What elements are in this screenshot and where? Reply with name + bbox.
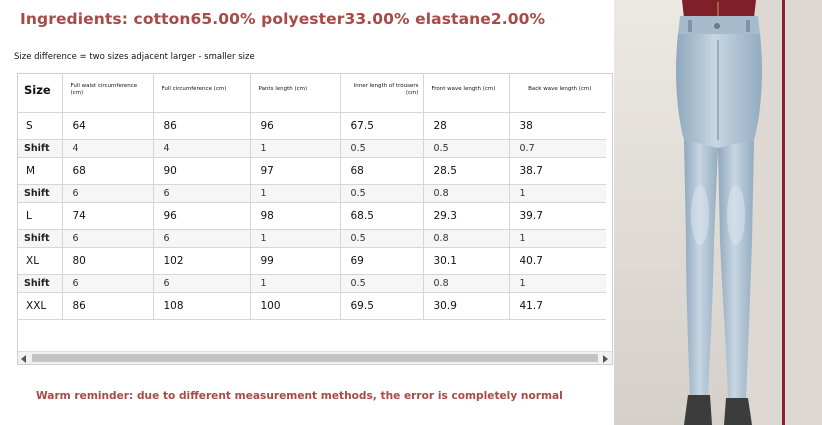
table-cell: 96: [250, 112, 340, 139]
table-cell: 74: [62, 202, 153, 229]
size-label-cell: Shift: [18, 184, 62, 202]
size-row: [18, 202, 606, 229]
size-label-cell: L: [18, 202, 62, 229]
size-label-cell: Shift: [18, 274, 62, 292]
table-cell: 1: [509, 229, 606, 247]
table-cell: 41.7: [509, 292, 606, 319]
table-cell: 0.5: [340, 184, 423, 202]
size-label-cell: Shift: [18, 229, 62, 247]
table-cell: 40.7: [509, 247, 606, 274]
jeans-illustration: [614, 0, 822, 425]
table-cell: 29.3: [423, 202, 509, 229]
size-label-cell: M: [18, 157, 62, 184]
table-cell: 1: [250, 139, 340, 157]
table-cell: 68: [340, 157, 423, 184]
shift-row: [18, 184, 606, 202]
horizontal-scrollbar[interactable]: [18, 351, 612, 364]
table-cell: 80: [62, 247, 153, 274]
table-cell: 1: [509, 184, 606, 202]
table-cell: 86: [153, 112, 250, 139]
size-chart-table-container: [17, 73, 613, 365]
table-cell: 38: [509, 112, 606, 139]
ingredients-title: Ingredients: cotton65.00% polyester33.00% elastane2.00%: [20, 10, 546, 28]
table-cell: 6: [62, 184, 153, 202]
table-cell: 69.5: [340, 292, 423, 319]
size-row: [18, 292, 606, 319]
header-back-wave: Back wave length (cm): [509, 74, 606, 112]
shift-row: [18, 139, 606, 157]
table-cell: 100: [250, 292, 340, 319]
shift-row: [18, 274, 606, 292]
table-cell: 28.5: [423, 157, 509, 184]
table-cell: 68.5: [340, 202, 423, 229]
arrow-right-icon[interactable]: [603, 355, 608, 363]
size-row: [18, 112, 606, 139]
product-photo-jeans: [614, 0, 822, 425]
table-cell: 0.8: [423, 184, 509, 202]
table-cell: 28: [423, 112, 509, 139]
header-inner-length: Inner length of trousers (cm): [340, 74, 423, 112]
table-cell: 0.5: [340, 229, 423, 247]
table-cell: 96: [153, 202, 250, 229]
table-cell: 0.8: [423, 274, 509, 292]
table-cell: 30.1: [423, 247, 509, 274]
size-difference-note: Size difference = two sizes adjacent larger - smaller size: [14, 52, 255, 62]
table-cell: 30.9: [423, 292, 509, 319]
table-cell: 98: [250, 202, 340, 229]
size-label-cell: Shift: [18, 139, 62, 157]
size-row: [18, 247, 606, 274]
table-cell: 6: [153, 229, 250, 247]
header-circumference: Full circumference (cm): [153, 74, 250, 112]
header-pants-length: Pants length (cm): [250, 74, 340, 112]
warm-reminder-text: Warm reminder: due to different measurement methods, the error is completely normal: [36, 390, 563, 402]
table-cell: 0.7: [509, 139, 606, 157]
table-cell: 6: [62, 229, 153, 247]
arrow-left-icon[interactable]: [21, 355, 26, 363]
table-cell: 1: [250, 229, 340, 247]
table-cell: 0.5: [340, 139, 423, 157]
size-chart-table: [18, 74, 606, 320]
table-cell: 4: [153, 139, 250, 157]
table-cell: 38.7: [509, 157, 606, 184]
shift-row: [18, 229, 606, 247]
table-cell: 1: [250, 184, 340, 202]
table-cell: 1: [509, 274, 606, 292]
table-cell: 6: [153, 184, 250, 202]
table-cell: 86: [62, 292, 153, 319]
table-cell: 90: [153, 157, 250, 184]
table-cell: 64: [62, 112, 153, 139]
table-cell: 108: [153, 292, 250, 319]
table-cell: 102: [153, 247, 250, 274]
header-front-wave: Front wave length (cm): [423, 74, 509, 112]
size-label-cell: XL: [18, 247, 62, 274]
table-cell: 99: [250, 247, 340, 274]
table-cell: 39.7: [509, 202, 606, 229]
size-row: [18, 157, 606, 184]
size-label-cell: XXL: [18, 292, 62, 319]
size-label-cell: S: [18, 112, 62, 139]
table-cell: 6: [153, 274, 250, 292]
table-cell: 6: [62, 274, 153, 292]
table-cell: 1: [250, 274, 340, 292]
header-waist: Full waist circumference (cm): [62, 74, 153, 112]
scrollbar-thumb[interactable]: [32, 354, 598, 362]
table-cell: 0.5: [340, 274, 423, 292]
table-cell: 0.5: [423, 139, 509, 157]
table-header-row: [18, 74, 606, 112]
table-cell: 68: [62, 157, 153, 184]
header-size: Size: [18, 74, 62, 112]
table-cell: 97: [250, 157, 340, 184]
table-cell: 69: [340, 247, 423, 274]
table-cell: 67.5: [340, 112, 423, 139]
table-cell: 0.8: [423, 229, 509, 247]
table-cell: 4: [62, 139, 153, 157]
